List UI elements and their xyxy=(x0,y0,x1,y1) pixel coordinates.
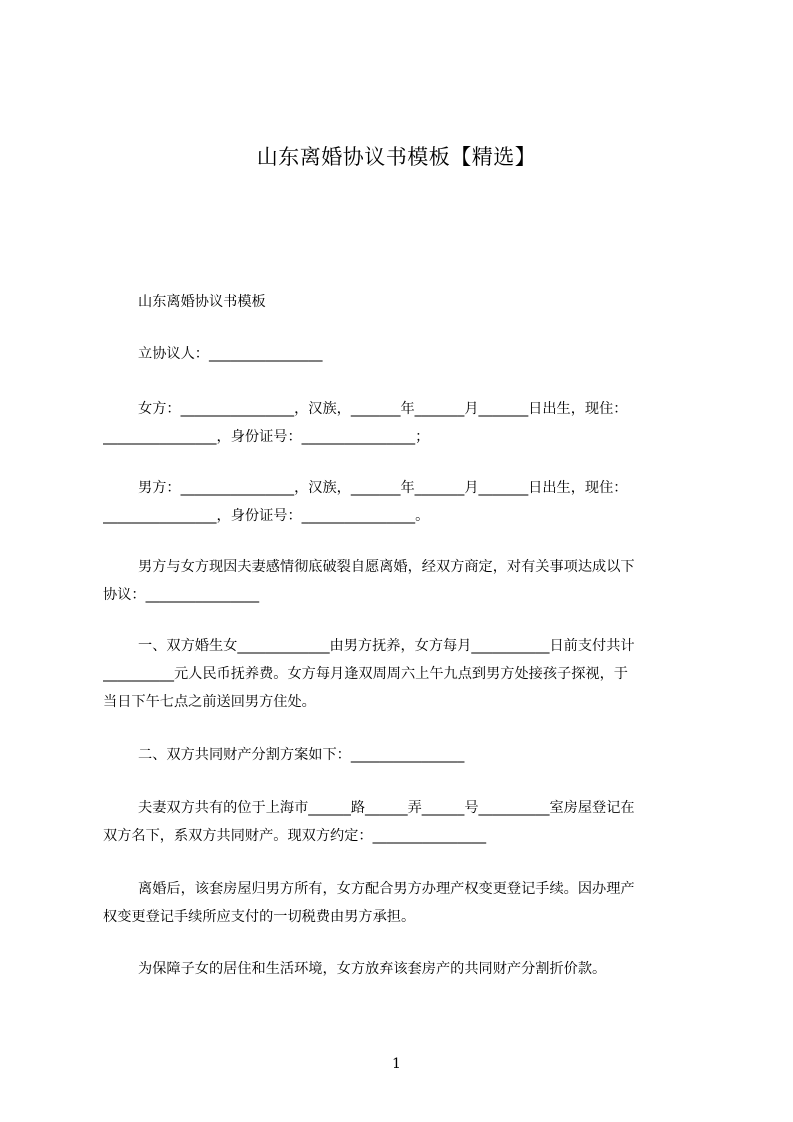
house-line-2: 双方名下，系双方共同财产。现双方约定：________________ xyxy=(103,828,487,844)
waiver-line: 为保障子女的居住和生活环境，女方放弃该套房产的共同财产分割折价款。 xyxy=(138,961,607,977)
house-line-1: 夫妻双方共有的位于上海市______路______弄______号__________室房屋登记在 xyxy=(138,800,635,816)
document-subtitle: 山东离婚协议书模板 xyxy=(138,294,266,310)
clause-1-line-2: __________元人民币抚养费。女方每月逢双周周六上午九点到男方处接孩子探视，于 xyxy=(103,666,628,682)
male-line-2: ________________，身份证号：________________。 xyxy=(103,508,430,524)
intro-line-2: 协议：________________ xyxy=(103,587,260,603)
after-divorce-line-2: 权变更登记手续所应支付的一切税费由男方承担。 xyxy=(103,909,416,925)
clause-1-paragraph xyxy=(103,632,699,716)
house-paragraph xyxy=(103,794,699,850)
clause-1-line-3: 当日下午七点之前送回男方住处。 xyxy=(103,694,316,710)
male-paragraph xyxy=(103,474,699,530)
document-title: 山东离婚协议书模板【精选】 xyxy=(256,145,537,169)
after-divorce-paragraph xyxy=(103,875,699,931)
female-paragraph xyxy=(103,395,699,451)
male-line-1: 男方：________________，汉族，_______年_______月_______日出生，现住： xyxy=(138,480,628,496)
page-number: 1 xyxy=(392,1056,401,1072)
party-line: 立协议人：________________ xyxy=(138,346,323,362)
female-line-2: ________________，身份证号：________________； xyxy=(103,429,430,445)
after-divorce-line-1: 离婚后，该套房屋归男方所有，女方配合男方办理产权变更登记手续。因办理产 xyxy=(138,881,635,897)
intro-paragraph xyxy=(103,553,699,609)
clause-1-line-1: 一、双方婚生女_____________由男方抚养，女方每月___________日前支付共计 xyxy=(138,638,635,654)
intro-line-1: 男方与女方现因夫妻感情彻底破裂自愿离婚，经双方商定，对有关事项达成以下 xyxy=(138,559,635,575)
clause-2-line: 二、双方共同财产分割方案如下：________________ xyxy=(138,747,465,763)
female-line-1: 女方：________________，汉族，_______年_______月_______日出生，现住： xyxy=(138,401,628,417)
